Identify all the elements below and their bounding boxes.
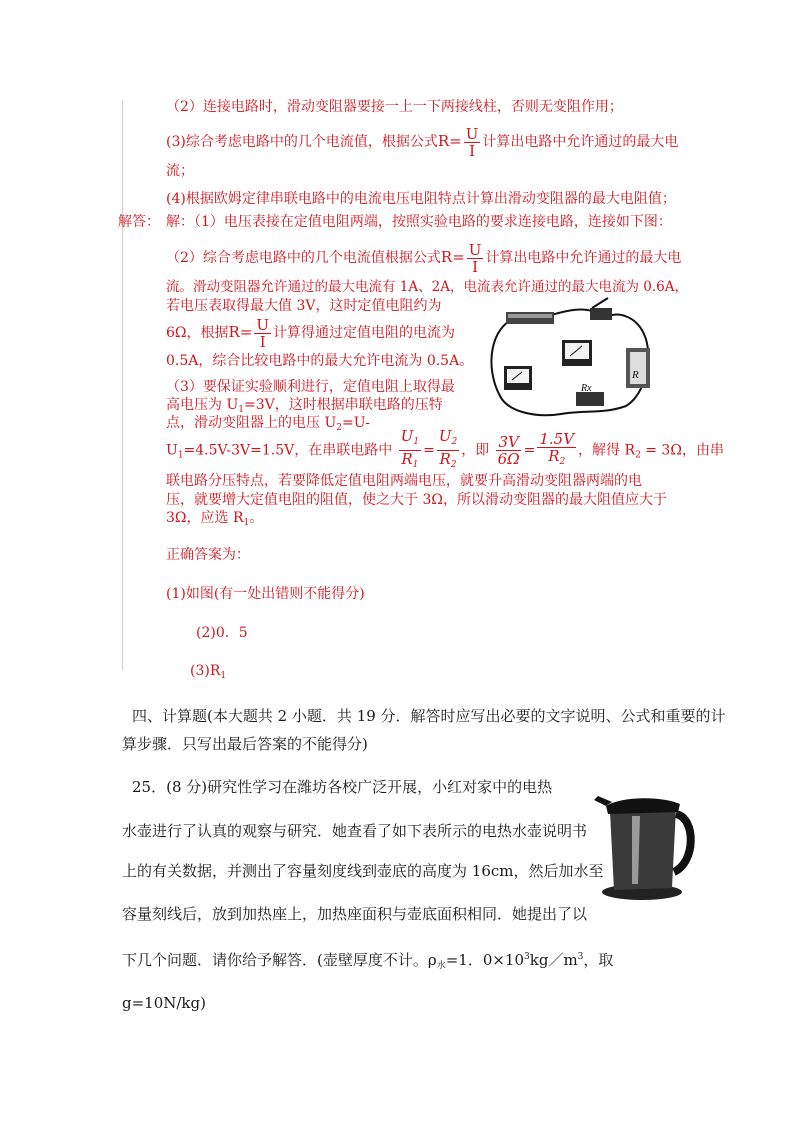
circuit-diagram-image [486,296,652,424]
question-25-line5: 下几个问题．请你给予解答．(壶壁厚度不计。$\rho_水=1$．$0\times 10^3kg/m^3$，取 [122,951,614,971]
kettle-handle [674,814,691,872]
answer-step-2-cont2: 若电压表取得最大值 3V，这时定值电阻约为 [166,298,442,314]
correct-answer-1: (1)如图(有一处出错则不能得分) [166,586,365,602]
fraction-u2-r2: $\frac{U_2}{R_2}$ [438,427,458,470]
answer-step-3-l6: 压，就要增大定值电阻的阻值，使之大于 3Ω，所以滑动变阻器的最大阻值应大于 [166,492,667,508]
battery-box-icon [506,312,554,324]
answer-step-1: 解：（1）电压表接在定值电阻两端，按照实验电路的要求连接电路，连接如下图： [166,214,672,230]
kettle-body [610,808,676,890]
formula-u-over-i: $\frac{U}{I}$ [468,240,482,276]
resistor-rx-icon [576,383,604,406]
analysis-step-2: （2）连接电路时，滑动变阻器要接一上一下两接线柱，否则无变阻作用； [166,99,623,115]
question-25-line4: 容量刻线后，放到加热座上，加热座面积与壶底面积相同．她提出了以 [122,905,588,923]
correct-answer-title: 正确答案为： [166,547,250,563]
voltmeter-icon [504,366,532,390]
fraction-1-5v-r2: $\frac{1.5V}{R_2}$ [539,430,575,467]
analysis-step-3-cont: 流； [166,163,194,179]
formula-u-over-i: $\frac{U}{I}$ [256,315,270,351]
ammeter-icon [562,340,592,366]
answer-step-3-l1: （3）要保证实验顺利进行，定值电阻上取得最 [166,379,455,395]
resistor-label: Rx [581,383,592,394]
correct-answer-2: (2)0．5 [196,625,248,641]
answer-step-2-cont3: 6Ω，根据R= $\frac{U}{I}$ 计算得通过定值电阻的电流为 [166,315,456,351]
fraction-u1-r1: $\frac{U_1}{R_1}$ [400,427,420,470]
answer-step-2-cont4: 0.5A，综合比较电路中的最大允许电流为 0.5A。 [166,353,474,369]
answer-step-3-l4: $U_1=4.5V-3V=1.5V$，在串联电路中 $\frac{U_1}{R_1}$ = $\frac{U_2}{R_2}$ ，即 $\frac{3V}{6\Omega}$ = $\frac{1.5V}{R_2}$ ，解得 $R_2 = 3\Omega$，由串 [166,428,724,477]
section-four-heading-cont: 算步骤．只写出最后答案的不能得分) [122,735,368,753]
answer-step-3-l5: 联电路分压特点，若要降低定值电阻两端电压，就要升高滑动变阻器两端的电 [166,473,642,489]
answer-step-3-l2: 高电压为 $U_1=3V$，这时根据串联电路的压特 [166,397,443,415]
question-25-line2: 水壶进行了认真的观察与研究．她查看了如下表所示的电热水壶说明书 [122,822,588,840]
answer-step-3-l7: 3Ω，应选 $R_1$。 [166,510,264,528]
margin-line [122,100,123,670]
answer-step-2: （2）综合考虑电路中的几个电流值根据公式R= $\frac{U}{I}$ 计算出电路中允许通过的最大电 [166,240,682,276]
analysis-step-3: (3)综合考虑电路中的几个电流值，根据公式R= $\frac{U}{I}$ 计算出电路中允许通过的最大电 [166,124,679,160]
formula-u-over-i: $\frac{U}{I}$ [465,124,479,160]
answer-label: 解答： [118,214,160,230]
answer-step-2-cont1: 流。滑动变阻器允许通过的最大电流有 1A、2A，电流表允许通过的最大电流为 0.6A， [166,279,688,295]
rheostat-label: R [632,369,639,381]
question-25-line1: 25．(8 分)研究性学习在潍坊各校广泛开展，小红对家中的电热 [132,778,553,796]
rheostat-icon [626,348,650,388]
kettle-lid [606,798,680,814]
question-25-line6: g=10N/kg) [122,994,206,1012]
fraction-3v-6ohm: $\frac{3V}{6\Omega}$ [497,433,520,468]
electric-kettle-image [592,792,700,904]
correct-answer-3: $(3)R_1$ [190,663,227,681]
analysis-step-4: (4)根据欧姆定律串联电路中的电流电压电阻特点计算出滑动变阻器的最大电阻值； [166,191,676,207]
question-25-line3: 上的有关数据，并测出了容量刻度线到壶底的高度为 16cm，然后加水至 [122,862,604,880]
switch-icon [590,298,612,320]
answer-step-3-l3: 点，滑动变阻器上的电压 $U_2=U-$ [166,415,370,433]
formula-r-equals: R= [437,132,462,150]
section-four-heading: 四、计算题(本大题共 2 小题．共 19 分．解答时应写出必要的文字说明、公式和重要的计 [132,707,726,725]
